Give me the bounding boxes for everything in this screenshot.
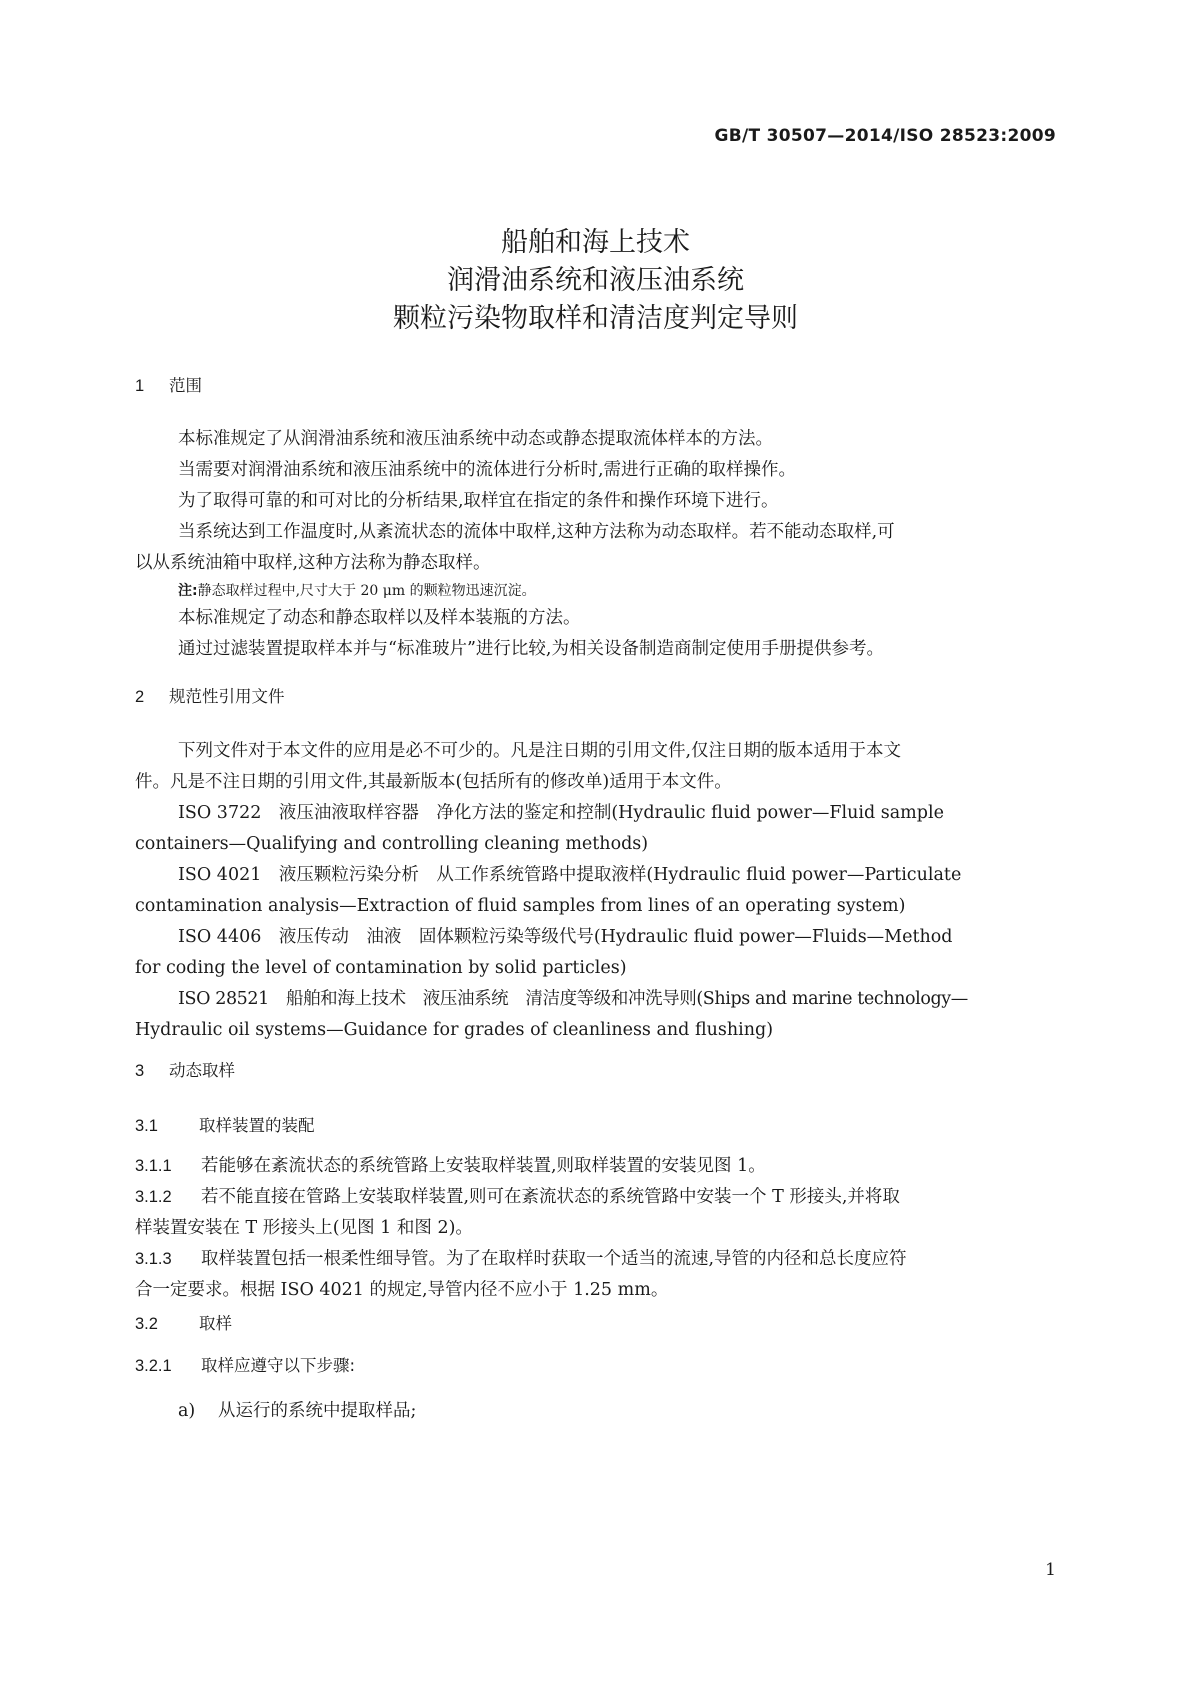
reference-item [135,860,1055,922]
paragraph-continuation: 件。凡是不注日期的引用文件,其最新版本(包括所有的修改单)适用于本文件。 [135,772,732,792]
reference-line: containers—Qualifying and controlling cleaning methods) [135,834,649,854]
paragraph: 当系统达到工作温度时,从紊流状态的流体中取样,这种方法称为动态取样。若不能动态取样,可 [178,522,895,542]
title-line-1: 船舶和海上技术 [501,227,690,258]
clause-text: 取样装置包括一根柔性细导管。为了在取样时获取一个适当的流速,导管的内径和总长度应符 [201,1249,907,1269]
clause-3-1-1 [135,1151,1055,1182]
list [135,1396,1055,1427]
reference-item [135,922,1055,984]
clause-continuation: 合一定要求。根据 ISO 4021 的规定,导管内径不应小于 1.25 mm。 [135,1280,669,1300]
clause-text: 若不能直接在管路上安装取样装置,则可在紊流状态的系统管路中安装一个 T 形接头,并将取 [201,1187,900,1207]
section-title: 规范性引用文件 [169,687,285,706]
paragraph: 为了取得可靠的和可对比的分析结果,取样宜在指定的条件和操作环境下进行。 [178,491,779,511]
section-3-heading [135,1057,1055,1081]
clause-3-2-1-heading [135,1352,1055,1376]
section-2-heading [135,683,1055,707]
clause-number: 3.2.1 [135,1357,172,1375]
section-number: 3 [135,1062,145,1080]
clause-number: 3.1.2 [135,1188,172,1206]
title-line-3: 颗粒污染物取样和清洁度判定导则 [393,303,798,334]
clause-title: 取样应遵守以下步骤: [201,1356,356,1375]
reference-line: ISO 28521 船舶和海上技术 液压油系统 清洁度等级和冲洗导则(Ships and marine technology— [178,989,968,1009]
note [135,579,1055,603]
section-2-body [135,736,1055,1046]
clause-continuation: 样装置安装在 T 形接头上(见图 1 和图 2)。 [135,1218,473,1238]
section-title: 范围 [169,376,202,395]
subsection-number: 3.2 [135,1315,158,1333]
subsection-3-1-heading [135,1112,1055,1136]
reference-item [135,984,1055,1046]
section-title: 动态取样 [169,1061,235,1080]
clause-number: 3.1.3 [135,1250,172,1268]
subsection-3-1-body [135,1151,1055,1306]
paragraph: 通过过滤装置提取样本并与“标准玻片”进行比较,为相关设备制造商制定使用手册提供参考。 [178,639,884,659]
page-number: 1 [1045,1560,1056,1580]
paragraph: 当需要对润滑油系统和液压油系统中的流体进行分析时,需进行正确的取样操作。 [178,460,797,480]
paragraph: 本标准规定了动态和静态取样以及样本装瓶的方法。 [178,608,581,628]
reference-line: Hydraulic oil systems—Guidance for grades of cleanliness and flushing) [135,1020,774,1040]
reference-line: for coding the level of contamination by solid particles) [135,958,627,978]
reference-line: ISO 4406 液压传动 油液 固体颗粒污染等级代号(Hydraulic fluid power—Fluids—Method [178,927,953,947]
standard-code: GB/T 30507—2014/ISO 28523:2009 [714,126,1056,146]
clause-number: 3.1.1 [135,1157,172,1175]
reference-line: ISO 4021 液压颗粒污染分析 从工作系统管路中提取液样(Hydraulic fluid power—Particulate [178,865,962,885]
reference-line: ISO 3722 液压油液取样容器 净化方法的鉴定和控制(Hydraulic fluid power—Fluid sample [178,803,944,823]
clause-text: 若能够在紊流状态的系统管路上安装取样装置,则取样装置的安装见图 1。 [201,1156,766,1176]
list-marker: a) [178,1401,196,1421]
section-1-body [135,424,1055,665]
list-item-text: 从运行的系统中提取样品; [218,1401,417,1421]
section-1-heading [135,372,1055,396]
list-item [135,1396,1055,1427]
note-text: 静态取样过程中,尺寸大于 20 μm 的颗粒物迅速沉淀。 [197,583,536,599]
paragraph-continuation: 以从系统油箱中取样,这种方法称为静态取样。 [135,553,491,573]
paragraph: 本标准规定了从润滑油系统和液压油系统中动态或静态提取流体样本的方法。 [178,429,773,449]
reference-item [135,798,1055,860]
section-number: 2 [135,688,145,706]
subsection-number: 3.1 [135,1117,158,1135]
reference-line: contamination analysis—Extraction of fluid samples from lines of an operating system) [135,896,906,916]
subsection-title: 取样 [199,1314,232,1333]
paragraph: 下列文件对于本文件的应用是必不可少的。凡是注日期的引用文件,仅注日期的版本适用于本文 [178,741,902,761]
clause-3-1-3 [135,1244,1055,1275]
note-label: 注: [178,583,198,599]
subsection-title: 取样装置的装配 [199,1116,315,1135]
clause-3-1-2 [135,1182,1055,1213]
title-line-2: 润滑油系统和液压油系统 [447,265,744,296]
section-number: 1 [135,377,145,395]
document-title [0,224,1191,338]
subsection-3-2-heading [135,1310,1055,1334]
